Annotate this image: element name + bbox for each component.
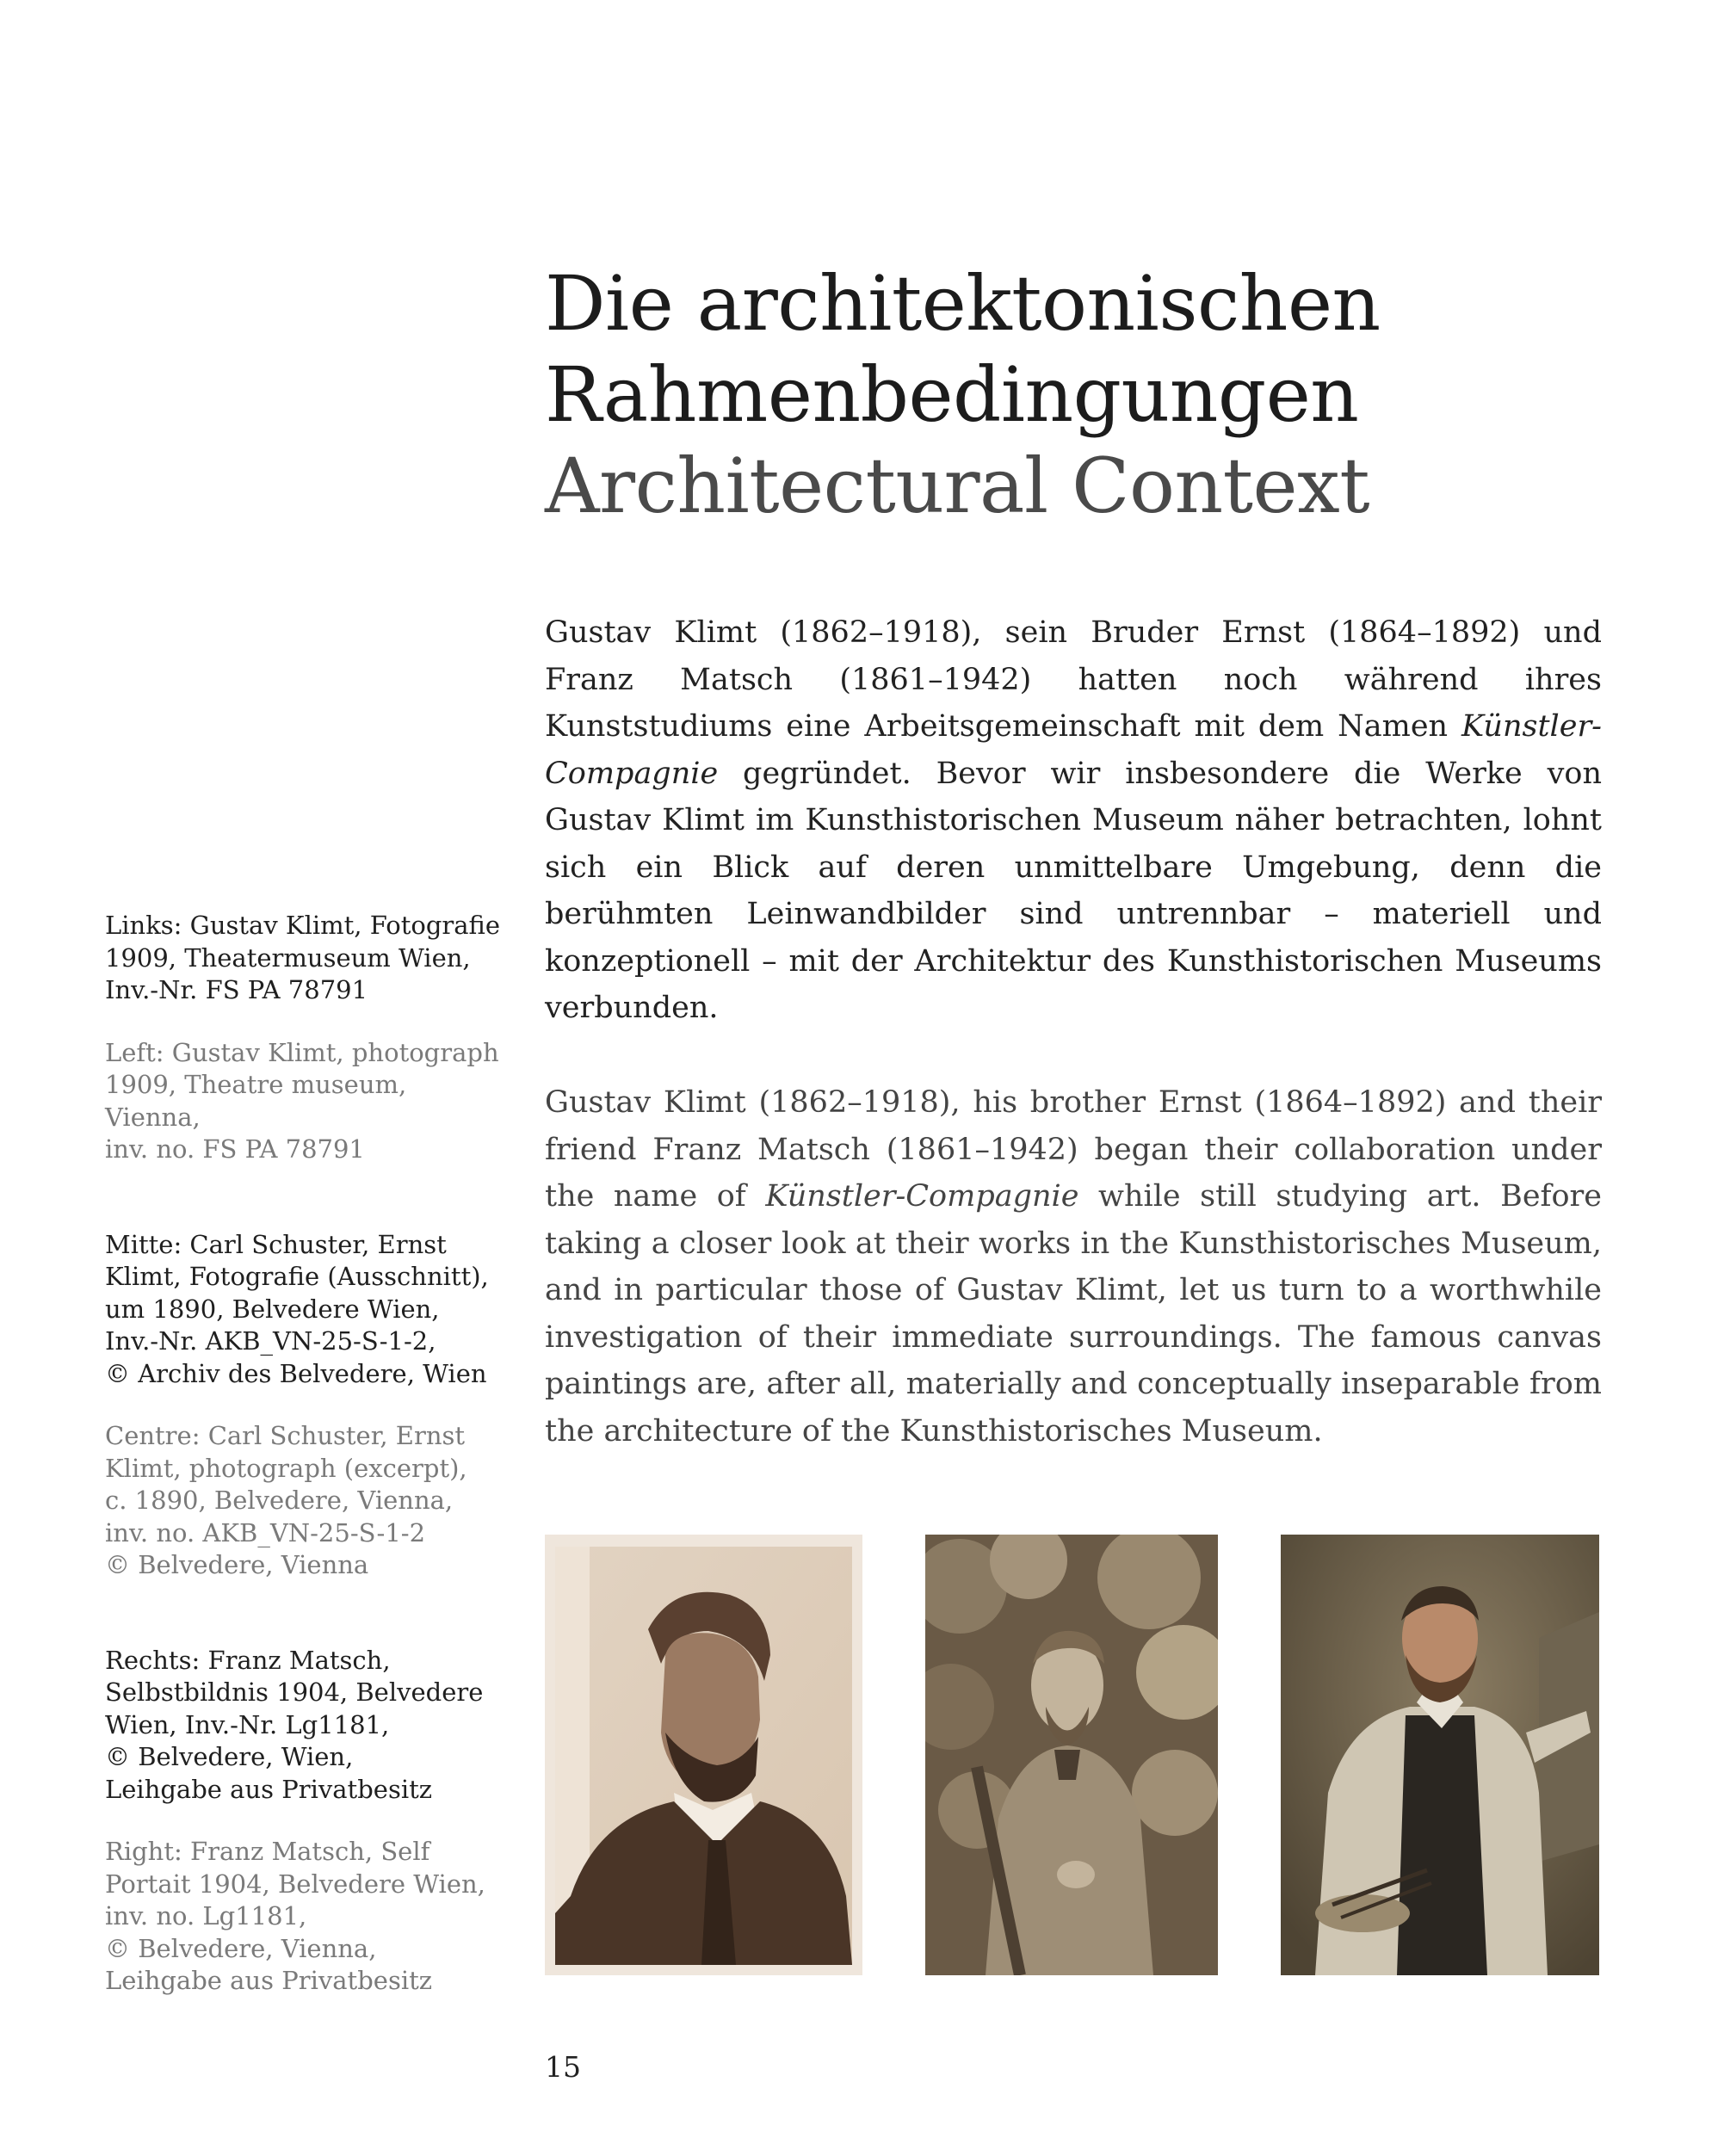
- body-english-text-2: while still studying art. Before taking a closer look at their works in the Kunsthistorisches Museum, and in particular those of Gustav Klimt, let us turn to a worthwhile investigation of their immediate surroundings. The famous canvas paintings are, after all, materially and conceptually inseparable from the architecture of the Kunsthistorisches Museum.: [545, 1179, 1603, 1449]
- title-german-line1: Die architektonischen: [545, 259, 1381, 348]
- body-german-text-2: gegründet. Bevor wir insbesondere die Werke von Gustav Klimt im Kunsthistorischen Museum näher betrachten, lohnt sich ein Blick auf deren unmittelbare Umgebung, denn die berühmten Leinwandbilder sind untrennbar – materiell und konzeptionell – mit der Architektur des Kunsthistorischen Museums verbunden.: [545, 756, 1602, 1025]
- title-german: [545, 258, 1664, 441]
- caption-line: um 1890, Belvedere Wien,: [105, 1294, 440, 1324]
- caption-line: 1909, Theatre museum, Vienna,: [105, 1070, 407, 1132]
- franz-matsch-painting-image: [1281, 1535, 1599, 1975]
- caption-left-english: [105, 1037, 501, 1166]
- caption-line: inv. no. AKB_VN-25-S-1-2: [105, 1517, 426, 1548]
- caption-line: Leihgabe aus Privatbesitz: [105, 1774, 433, 1804]
- title-english: Architectural Context: [545, 442, 1370, 530]
- page-title: [545, 258, 1664, 532]
- caption-line: © Belvedere, Vienna: [105, 1550, 369, 1579]
- caption-line: Selbstbildnis 1904, Belvedere: [105, 1677, 484, 1707]
- body-paragraph-german: [545, 609, 1602, 1032]
- caption-line: © Belvedere, Vienna,: [105, 1933, 377, 1963]
- photo-gustav-klimt: [545, 1535, 862, 1975]
- caption-line: Mitte: Carl Schuster, Ernst: [105, 1229, 447, 1259]
- caption-line: Left: Gustav Klimt, photograph: [105, 1037, 499, 1067]
- caption-right-english: [105, 1836, 501, 1998]
- body-english-text-1: Gustav Klimt (1862–1918), his brother Ernst (1864–1892) and their friend Franz Matsch (1861–1942) began their collaboration under the name of: [545, 1085, 1602, 1214]
- caption-line: Wien, Inv.-Nr. Lg1181,: [105, 1709, 390, 1739]
- photo-franz-matsch-self-portrait: [1281, 1535, 1599, 1975]
- caption-line: Rechts: Franz Matsch,: [105, 1645, 391, 1675]
- caption-line: Links: Gustav Klimt, Fotografie: [105, 911, 501, 940]
- body-english-italic: Künstler-Compagnie: [765, 1179, 1079, 1214]
- caption-left-german: [105, 910, 501, 1007]
- caption-line: Inv.-Nr. FS PA 78791: [105, 975, 368, 1004]
- title-german-line2: Rahmenbedingungen: [545, 350, 1359, 439]
- body-german-text-1: Gustav Klimt (1862–1918), sein Bruder Ernst (1864–1892) und Franz Matsch (1861–1942) hatten noch während ihres Kunststudiums eine Arbeitsgemeinschaft mit dem Namen: [545, 615, 1602, 744]
- caption-line: 1909, Theatermuseum Wien,: [105, 942, 471, 973]
- caption-line: c. 1890, Belvedere, Vienna,: [105, 1486, 454, 1515]
- caption-line: inv. no. Lg1181,: [105, 1901, 307, 1931]
- body-paragraph-english: [545, 1079, 1602, 1455]
- caption-line: Centre: Carl Schuster, Ernst: [105, 1421, 466, 1450]
- caption-right-german: [105, 1645, 501, 1807]
- caption-centre-german: [105, 1229, 501, 1391]
- caption-line: Klimt, Fotografie (Ausschnitt),: [105, 1262, 489, 1291]
- caption-line: Leihgabe aus Privatbesitz: [105, 1966, 433, 1995]
- caption-line: Right: Franz Matsch, Self: [105, 1837, 430, 1866]
- image-captions: [105, 910, 501, 1998]
- caption-line: Portait 1904, Belvedere Wien,: [105, 1869, 485, 1899]
- ernst-klimt-photograph-image: [925, 1535, 1218, 1975]
- caption-line: inv. no. FS PA 78791: [105, 1134, 365, 1164]
- photo-ernst-klimt: [925, 1535, 1218, 1975]
- gustav-klimt-portrait-image: [545, 1535, 862, 1975]
- caption-line: Inv.-Nr. AKB_VN-25-S-1-2,: [105, 1326, 436, 1356]
- caption-line: © Archiv des Belvedere, Wien: [105, 1358, 487, 1388]
- caption-line: Klimt, photograph (excerpt),: [105, 1453, 467, 1483]
- caption-centre-english: [105, 1420, 501, 1582]
- page-number: 15: [545, 2050, 581, 2084]
- caption-line: © Belvedere, Wien,: [105, 1742, 354, 1771]
- body-german-italic: Künstler-Compagnie: [545, 709, 1602, 791]
